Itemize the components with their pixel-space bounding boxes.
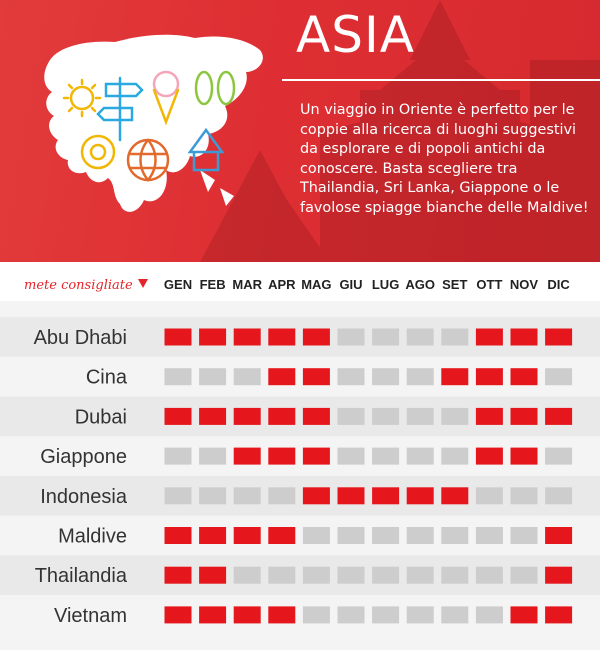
- not-recommended-cell: [372, 368, 399, 385]
- recommended-cell: [545, 527, 572, 544]
- recommended-cell: [545, 567, 572, 584]
- not-recommended-cell: [234, 487, 261, 504]
- not-recommended-cell: [338, 448, 365, 465]
- recommended-cell: [511, 606, 538, 623]
- not-recommended-cell: [372, 606, 399, 623]
- not-recommended-cell: [511, 567, 538, 584]
- not-recommended-cell: [372, 527, 399, 544]
- not-recommended-cell: [338, 408, 365, 425]
- recommended-cell: [234, 448, 261, 465]
- not-recommended-cell: [545, 448, 572, 465]
- recommended-cell: [234, 329, 261, 346]
- month-label: OTT: [476, 277, 503, 292]
- intro-text: Un viaggio in Oriente è perfetto per le coppie alla ricerca di luoghi suggestivi da esplorare e di popoli antichi da conoscere. Basta scegliere tra Thailandia, Sri Lanka, Giappone o le favolose spiagge bianche delle Maldive!: [300, 102, 589, 216]
- destination-label: Thailandia: [34, 565, 127, 588]
- not-recommended-cell: [303, 527, 330, 544]
- recommended-cell: [234, 606, 261, 623]
- recommended-cell: [338, 487, 365, 504]
- not-recommended-cell: [441, 329, 468, 346]
- destination-label: Giappone: [40, 446, 127, 469]
- not-recommended-cell: [268, 487, 295, 504]
- recommended-cell: [268, 329, 295, 346]
- destination-label: Maldive: [58, 525, 127, 548]
- header-banner: [0, 0, 600, 262]
- month-label: NOV: [509, 277, 539, 292]
- not-recommended-cell: [511, 487, 538, 504]
- recommended-cell: [303, 368, 330, 385]
- not-recommended-cell: [199, 448, 226, 465]
- recommended-cell: [199, 329, 226, 346]
- destination-label: Vietnam: [53, 604, 127, 627]
- destination-label: Abu Dhabi: [33, 327, 127, 349]
- not-recommended-cell: [407, 567, 434, 584]
- recommended-cell: [303, 448, 330, 465]
- month-label: AGO: [405, 277, 436, 292]
- travel-calendar-chart: [0, 262, 600, 650]
- month-label: GIU: [339, 277, 363, 292]
- not-recommended-cell: [234, 567, 261, 584]
- not-recommended-cell: [199, 487, 226, 504]
- month-label: LUG: [371, 277, 400, 292]
- not-recommended-cell: [407, 606, 434, 623]
- not-recommended-cell: [441, 448, 468, 465]
- not-recommended-cell: [372, 329, 399, 346]
- month-label: DIC: [547, 277, 570, 292]
- recommended-cell: [441, 487, 468, 504]
- recommended-cell: [441, 368, 468, 385]
- not-recommended-cell: [372, 567, 399, 584]
- recommended-cell: [268, 448, 295, 465]
- not-recommended-cell: [372, 408, 399, 425]
- recommended-cell: [545, 329, 572, 346]
- not-recommended-cell: [234, 368, 261, 385]
- recommended-cell: [268, 368, 295, 385]
- not-recommended-cell: [338, 368, 365, 385]
- recommended-cell: [545, 606, 572, 623]
- chart-svg: [0, 262, 600, 650]
- not-recommended-cell: [407, 408, 434, 425]
- not-recommended-cell: [441, 606, 468, 623]
- recommended-cell: [165, 606, 192, 623]
- recommended-cell: [511, 408, 538, 425]
- month-label: FEB: [199, 277, 226, 292]
- recommended-cell: [165, 329, 192, 346]
- destination-label: Cina: [85, 366, 127, 389]
- not-recommended-cell: [407, 368, 434, 385]
- recommended-cell: [476, 448, 503, 465]
- month-label: SET: [442, 277, 468, 292]
- not-recommended-cell: [441, 527, 468, 544]
- not-recommended-cell: [372, 448, 399, 465]
- not-recommended-cell: [407, 329, 434, 346]
- recommended-cell: [268, 527, 295, 544]
- not-recommended-cell: [165, 487, 192, 504]
- not-recommended-cell: [407, 448, 434, 465]
- recommended-cell: [165, 567, 192, 584]
- recommended-cell: [199, 606, 226, 623]
- not-recommended-cell: [511, 527, 538, 544]
- not-recommended-cell: [199, 368, 226, 385]
- recommended-cell: [545, 408, 572, 425]
- recommended-cell: [165, 527, 192, 544]
- not-recommended-cell: [441, 408, 468, 425]
- recommended-cell: [511, 329, 538, 346]
- not-recommended-cell: [441, 567, 468, 584]
- recommended-cell: [268, 408, 295, 425]
- not-recommended-cell: [165, 368, 192, 385]
- recommended-cell: [199, 567, 226, 584]
- legend-label: mete consigliate: [24, 278, 133, 293]
- not-recommended-cell: [476, 487, 503, 504]
- recommended-cell: [476, 368, 503, 385]
- not-recommended-cell: [338, 567, 365, 584]
- month-label: APR: [268, 277, 296, 292]
- month-label: MAR: [232, 277, 263, 292]
- destination-label: Dubai: [74, 406, 127, 429]
- not-recommended-cell: [338, 329, 365, 346]
- recommended-cell: [511, 448, 538, 465]
- not-recommended-cell: [476, 567, 503, 584]
- month-label: MAG: [301, 277, 332, 292]
- recommended-cell: [165, 408, 192, 425]
- not-recommended-cell: [476, 527, 503, 544]
- recommended-cell: [199, 408, 226, 425]
- month-label: GEN: [163, 277, 193, 292]
- not-recommended-cell: [338, 527, 365, 544]
- not-recommended-cell: [303, 567, 330, 584]
- asia-map-icon: [20, 20, 270, 220]
- title-divider: [282, 79, 600, 81]
- not-recommended-cell: [476, 606, 503, 623]
- not-recommended-cell: [338, 606, 365, 623]
- recommended-cell: [303, 487, 330, 504]
- recommended-cell: [303, 329, 330, 346]
- not-recommended-cell: [407, 527, 434, 544]
- recommended-cell: [303, 408, 330, 425]
- recommended-cell: [476, 408, 503, 425]
- destination-label: Indonesia: [40, 485, 127, 508]
- dropdown-triangle-icon: [138, 279, 148, 288]
- not-recommended-cell: [545, 487, 572, 504]
- recommended-cell: [476, 329, 503, 346]
- not-recommended-cell: [165, 448, 192, 465]
- recommended-cell: [268, 606, 295, 623]
- recommended-cell: [234, 408, 261, 425]
- not-recommended-cell: [545, 368, 572, 385]
- recommended-cell: [372, 487, 399, 504]
- not-recommended-cell: [303, 606, 330, 623]
- recommended-cell: [407, 487, 434, 504]
- recommended-cell: [234, 527, 261, 544]
- recommended-cell: [511, 368, 538, 385]
- recommended-cell: [199, 527, 226, 544]
- page-title: ASIA: [296, 6, 415, 64]
- not-recommended-cell: [268, 567, 295, 584]
